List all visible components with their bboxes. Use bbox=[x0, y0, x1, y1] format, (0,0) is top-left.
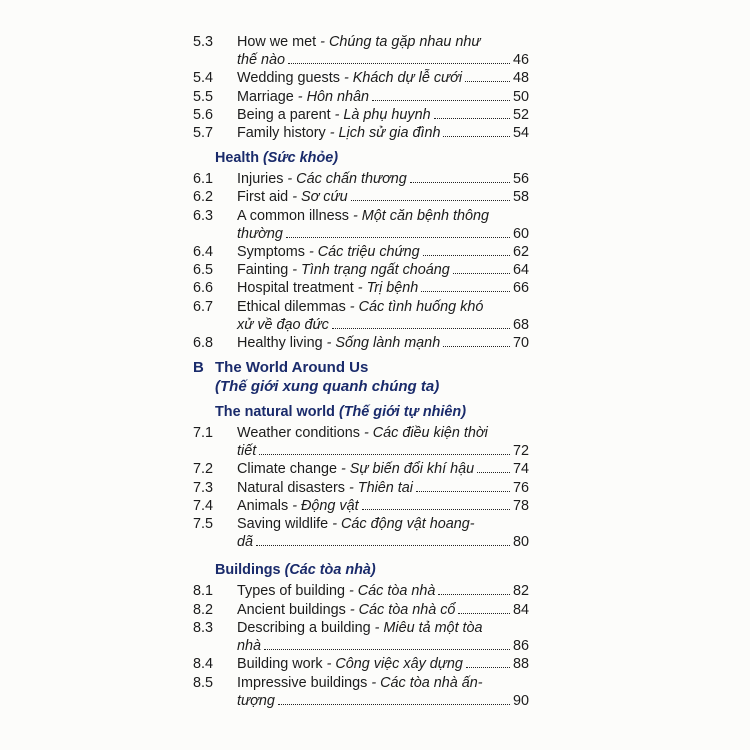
entry-line bbox=[237, 298, 529, 316]
entry-title-vi-continued: tượng bbox=[237, 692, 275, 709]
entry-body bbox=[237, 515, 529, 551]
entry-body bbox=[237, 655, 529, 673]
entry-number: 8.1 bbox=[193, 583, 214, 600]
entry-line-continued bbox=[237, 316, 529, 334]
entry-line bbox=[237, 479, 529, 497]
entry-title-vi: - Các tòa nhà cổ bbox=[349, 601, 456, 618]
toc-entry bbox=[193, 674, 529, 710]
dot-leader bbox=[421, 291, 510, 292]
entries-chapter-5 bbox=[193, 33, 529, 142]
entry-title-en: Ethical dilemmas bbox=[237, 298, 346, 315]
entry-title-vi: - Thiên tai bbox=[348, 479, 413, 496]
toc-entry bbox=[193, 424, 529, 460]
dot-leader bbox=[410, 182, 510, 183]
entry-line bbox=[237, 515, 529, 533]
dot-leader bbox=[278, 704, 510, 705]
entry-title-vi: - Sống lành mạnh bbox=[326, 335, 441, 352]
entry-number: 5.6 bbox=[193, 106, 214, 123]
dot-leader bbox=[288, 63, 510, 64]
entry-title-vi: - Các tình huống khó bbox=[349, 298, 484, 315]
dot-leader bbox=[443, 136, 510, 137]
entry-title-en: Climate change bbox=[237, 461, 337, 478]
entry-number: 8.3 bbox=[193, 619, 214, 636]
entry-title-vi: - Sơ cứu bbox=[292, 189, 348, 206]
toc-entry bbox=[193, 261, 529, 279]
entry-number: 8.2 bbox=[193, 601, 214, 618]
entry-title-en: Fainting bbox=[237, 262, 289, 279]
entry-line bbox=[237, 619, 529, 637]
dot-leader bbox=[465, 81, 510, 82]
entry-body bbox=[237, 479, 529, 497]
toc-entry bbox=[193, 601, 529, 619]
entry-title-en: Building work bbox=[237, 656, 323, 673]
entry-title-vi-continued: thế nào bbox=[237, 52, 286, 69]
entry-title-vi: - Tình trạng ngất choáng bbox=[292, 262, 450, 279]
entry-number: 6.1 bbox=[193, 171, 214, 188]
entry-line bbox=[237, 243, 529, 261]
entry-page-number: 84 bbox=[512, 601, 529, 618]
entry-page-number: 62 bbox=[512, 244, 529, 261]
toc-entry bbox=[193, 88, 529, 106]
entry-line bbox=[237, 106, 529, 124]
dot-leader bbox=[286, 237, 510, 238]
entry-title-vi-continued: nhà bbox=[237, 638, 262, 655]
entry-body bbox=[237, 334, 529, 352]
entry-number: 7.4 bbox=[193, 497, 214, 514]
entry-page-number: 50 bbox=[512, 88, 529, 105]
entry-body bbox=[237, 106, 529, 124]
entry-line-continued bbox=[237, 692, 529, 710]
entry-title-en: Injuries bbox=[237, 171, 284, 188]
heading-natural-world bbox=[215, 403, 529, 421]
entry-title-vi: - Động vật bbox=[292, 497, 359, 514]
entry-body bbox=[237, 243, 529, 261]
entry-number: 7.2 bbox=[193, 461, 214, 478]
entry-title-vi-continued: thường bbox=[237, 225, 283, 242]
entry-title-en: Natural disasters bbox=[237, 479, 345, 496]
dot-leader bbox=[434, 118, 510, 119]
entry-title-vi: - Hôn nhân bbox=[297, 88, 369, 105]
entry-title-en: Weather conditions bbox=[237, 425, 360, 442]
entry-title-en: Saving wildlife bbox=[237, 516, 329, 533]
entry-number: 5.7 bbox=[193, 125, 214, 142]
toc-entry bbox=[193, 69, 529, 87]
heading-health-vi: (Sức khỏe) bbox=[262, 150, 339, 167]
entry-title-en: Marriage bbox=[237, 88, 294, 105]
entry-line-continued bbox=[237, 225, 529, 243]
entry-title-en: Impressive buildings bbox=[237, 674, 368, 691]
entry-number: 7.3 bbox=[193, 479, 214, 496]
dot-leader bbox=[466, 667, 510, 668]
entry-title-vi: - Công việc xây dựng bbox=[326, 656, 463, 673]
dot-leader bbox=[362, 509, 510, 510]
toc-entry bbox=[193, 207, 529, 243]
entry-line bbox=[237, 674, 529, 692]
entry-number: 5.3 bbox=[193, 34, 214, 50]
toc-entry bbox=[193, 334, 529, 352]
entry-number: 6.2 bbox=[193, 189, 214, 206]
entry-title-en: Wedding guests bbox=[237, 70, 340, 87]
entry-number: 6.8 bbox=[193, 335, 214, 352]
entry-body bbox=[237, 279, 529, 297]
heading-buildings-vi: (Các tòa nhà) bbox=[284, 562, 376, 579]
entry-title-vi: - Một căn bệnh thông bbox=[352, 207, 489, 224]
dot-leader bbox=[259, 454, 510, 455]
toc-entry bbox=[193, 479, 529, 497]
entry-title-en: A common illness bbox=[237, 207, 349, 224]
entries-natural-world bbox=[193, 424, 529, 551]
entry-page-number: 52 bbox=[512, 106, 529, 123]
entry-number: 6.3 bbox=[193, 207, 214, 224]
entry-title-en: Symptoms bbox=[237, 244, 305, 261]
dot-leader bbox=[443, 346, 510, 347]
entry-number: 5.4 bbox=[193, 70, 214, 87]
entry-page-number: 68 bbox=[512, 316, 529, 333]
entry-title-vi: - Trị bệnh bbox=[357, 280, 419, 297]
entry-page-number: 54 bbox=[512, 125, 529, 142]
entry-number: 6.6 bbox=[193, 280, 214, 297]
entry-title-vi: - Chúng ta gặp nhau như bbox=[320, 34, 481, 50]
entry-title-vi: - Sự biến đổi khí hậu bbox=[341, 461, 475, 478]
entry-title-vi: - Là phụ huynh bbox=[334, 106, 431, 123]
toc-entry bbox=[193, 655, 529, 673]
entry-body bbox=[237, 674, 529, 710]
entry-body bbox=[237, 497, 529, 515]
entry-page-number: 72 bbox=[512, 443, 529, 460]
entry-body bbox=[237, 124, 529, 142]
entry-title-vi-continued: xử về đạo đức bbox=[237, 316, 329, 333]
entry-title-vi-continued: dã bbox=[237, 534, 254, 551]
entry-page-number: 82 bbox=[512, 583, 529, 600]
dot-leader bbox=[453, 273, 510, 274]
entry-title-vi: - Lịch sử gia đình bbox=[329, 125, 441, 142]
entry-line bbox=[237, 601, 529, 619]
entry-title-en: Hospital treatment bbox=[237, 280, 354, 297]
dot-leader bbox=[458, 613, 510, 614]
entry-title-en: Healthy living bbox=[237, 335, 323, 352]
entry-line bbox=[237, 334, 529, 352]
entry-page-number: 64 bbox=[512, 262, 529, 279]
entry-body bbox=[237, 619, 529, 655]
entry-title-vi-continued: tiết bbox=[237, 443, 257, 460]
entries-buildings bbox=[193, 582, 529, 709]
entry-body bbox=[237, 298, 529, 334]
entry-page-number: 58 bbox=[512, 189, 529, 206]
entry-body bbox=[237, 207, 529, 243]
entry-line bbox=[237, 124, 529, 142]
entry-line-continued bbox=[237, 637, 529, 655]
entry-title-en: Being a parent bbox=[237, 106, 331, 123]
entry-title-vi: - Khách dự lễ cưới bbox=[343, 70, 463, 87]
entry-title-vi: - Các điều kiện thời bbox=[363, 425, 488, 442]
entry-page-number: 60 bbox=[512, 225, 529, 242]
entry-page-number: 76 bbox=[512, 479, 529, 496]
section-b-title bbox=[193, 359, 529, 377]
entry-body bbox=[237, 582, 529, 600]
entry-page-number: 48 bbox=[512, 70, 529, 87]
toc-entry bbox=[193, 298, 529, 334]
table-of-contents bbox=[193, 33, 529, 710]
entry-title-en: Animals bbox=[237, 497, 289, 514]
heading-health bbox=[215, 149, 529, 167]
dot-leader bbox=[332, 328, 510, 329]
entry-page-number: 66 bbox=[512, 280, 529, 297]
entry-line bbox=[237, 497, 529, 515]
entry-line bbox=[237, 207, 529, 225]
entry-line bbox=[237, 279, 529, 297]
toc-entry bbox=[193, 124, 529, 142]
entry-title-vi: - Các triệu chứng bbox=[308, 244, 420, 261]
entry-line bbox=[237, 69, 529, 87]
entry-page-number: 70 bbox=[512, 335, 529, 352]
entry-title-vi: - Miêu tả một tòa bbox=[374, 619, 483, 636]
dot-leader bbox=[438, 594, 510, 595]
entry-line bbox=[237, 88, 529, 106]
entry-line bbox=[237, 460, 529, 478]
entry-title-vi: - Các động vật hoang- bbox=[332, 516, 475, 533]
entry-body bbox=[237, 88, 529, 106]
toc-entry bbox=[193, 279, 529, 297]
entry-title-en: Describing a building bbox=[237, 619, 371, 636]
heading-buildings-en: Buildings bbox=[215, 562, 281, 579]
toc-entry bbox=[193, 515, 529, 551]
section-b-subtitle: (Thế giới xung quanh chúng ta) bbox=[215, 377, 440, 395]
toc-entry bbox=[193, 170, 529, 188]
heading-natural-vi: (Thế giới tự nhiên) bbox=[338, 404, 466, 421]
entry-title-vi: - Các tòa nhà ấn- bbox=[371, 674, 483, 691]
entry-number: 7.1 bbox=[193, 425, 214, 442]
entry-line bbox=[237, 33, 529, 51]
entry-body bbox=[237, 601, 529, 619]
entry-line bbox=[237, 170, 529, 188]
entry-body bbox=[237, 261, 529, 279]
entry-number: 6.5 bbox=[193, 262, 214, 279]
entry-title-en: Types of building bbox=[237, 583, 345, 600]
toc-entry bbox=[193, 497, 529, 515]
section-letter: B bbox=[193, 359, 204, 377]
entry-number: 5.5 bbox=[193, 88, 214, 105]
entry-body bbox=[237, 460, 529, 478]
entry-title-en: Family history bbox=[237, 125, 326, 142]
heading-buildings bbox=[215, 561, 529, 579]
dot-leader bbox=[256, 545, 510, 546]
heading-health-en: Health bbox=[215, 150, 259, 167]
entry-page-number: 86 bbox=[512, 638, 529, 655]
entry-line bbox=[237, 261, 529, 279]
entry-title-en: Ancient buildings bbox=[237, 601, 346, 618]
entry-number: 8.4 bbox=[193, 656, 214, 673]
toc-entry bbox=[193, 619, 529, 655]
entry-page-number: 80 bbox=[512, 534, 529, 551]
entry-line-continued bbox=[237, 442, 529, 460]
entry-title-vi: - Các tòa nhà bbox=[349, 583, 436, 600]
entry-body bbox=[237, 33, 529, 69]
toc-entry bbox=[193, 460, 529, 478]
entries-health bbox=[193, 170, 529, 352]
section-title: The World Around Us bbox=[215, 359, 369, 377]
entry-line bbox=[237, 655, 529, 673]
entry-line bbox=[237, 582, 529, 600]
entry-line-continued bbox=[237, 533, 529, 551]
dot-leader bbox=[351, 200, 510, 201]
entry-body bbox=[237, 170, 529, 188]
dot-leader bbox=[423, 255, 510, 256]
toc-entry bbox=[193, 582, 529, 600]
entry-title-en: How we met bbox=[237, 34, 317, 50]
entry-body bbox=[237, 424, 529, 460]
entry-title-en: First aid bbox=[237, 189, 289, 206]
toc-entry bbox=[193, 243, 529, 261]
entry-page-number: 74 bbox=[512, 461, 529, 478]
dot-leader bbox=[264, 649, 510, 650]
dot-leader bbox=[416, 491, 510, 492]
entry-page-number: 46 bbox=[512, 52, 529, 69]
heading-natural-en: The natural world bbox=[215, 404, 335, 421]
entry-page-number: 56 bbox=[512, 171, 529, 188]
entry-title-vi: - Các chấn thương bbox=[287, 171, 407, 188]
entry-page-number: 88 bbox=[512, 656, 529, 673]
entry-line bbox=[237, 424, 529, 442]
entry-page-number: 78 bbox=[512, 497, 529, 514]
entry-body bbox=[237, 69, 529, 87]
entry-number: 8.5 bbox=[193, 674, 214, 691]
entry-number: 6.7 bbox=[193, 298, 214, 315]
toc-entry bbox=[193, 106, 529, 124]
entry-page-number: 90 bbox=[512, 692, 529, 709]
entry-line bbox=[237, 188, 529, 206]
dot-leader bbox=[372, 100, 510, 101]
entry-number: 7.5 bbox=[193, 516, 214, 533]
entry-number: 6.4 bbox=[193, 244, 214, 261]
toc-entry bbox=[193, 188, 529, 206]
toc-entry bbox=[193, 33, 529, 69]
entry-line-continued bbox=[237, 51, 529, 69]
dot-leader bbox=[477, 472, 510, 473]
entry-body bbox=[237, 188, 529, 206]
